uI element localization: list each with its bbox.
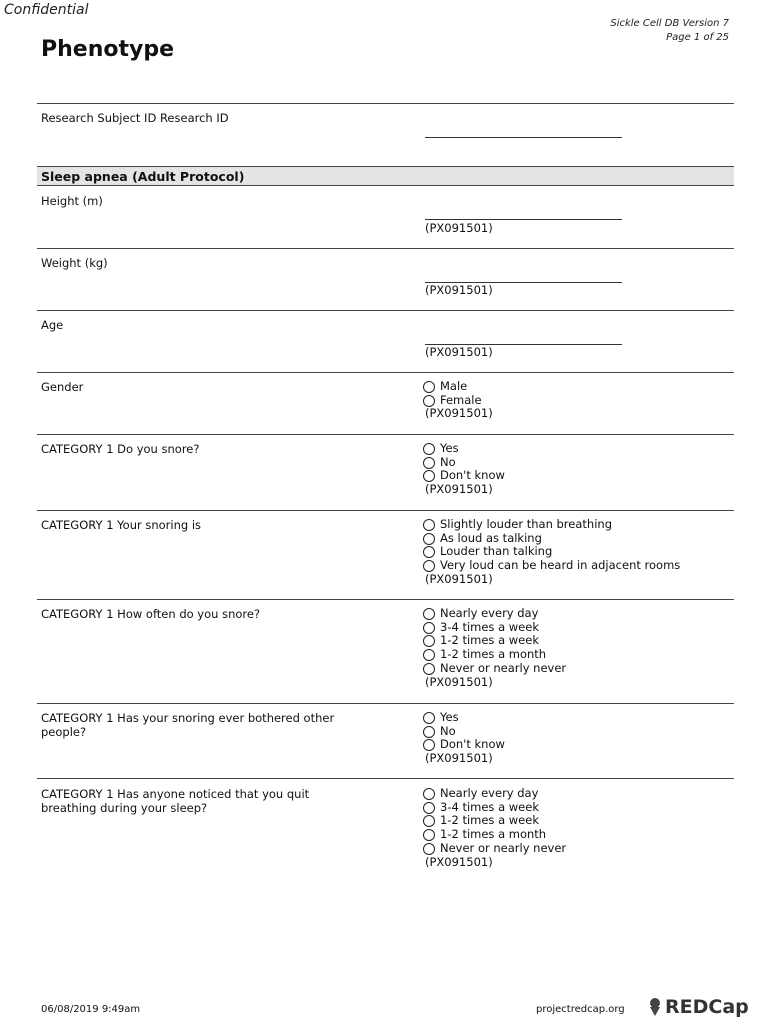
radio-circle-icon[interactable]	[423, 533, 435, 545]
radio-option[interactable]	[422, 662, 566, 676]
divider	[37, 703, 734, 704]
confidential-label: Confidential	[4, 2, 89, 18]
version-info	[610, 17, 729, 45]
field-code: (PX091501)	[425, 283, 493, 297]
radio-circle-icon[interactable]	[423, 470, 435, 482]
radio-circle-icon[interactable]	[423, 635, 435, 647]
option-label: Nearly every day	[440, 786, 539, 800]
field-code: (PX091501)	[425, 751, 493, 766]
snore-frequency-options	[422, 607, 566, 689]
option-label: As loud as talking	[440, 530, 542, 545]
radio-option[interactable]	[422, 394, 493, 408]
divider	[37, 434, 734, 435]
radio-circle-icon[interactable]	[423, 443, 435, 455]
option-label: Yes	[440, 710, 459, 724]
field-label-weight: Weight (kg)	[41, 256, 108, 270]
height-input[interactable]	[425, 219, 622, 220]
divider	[37, 103, 734, 104]
snoring-loudness-options	[422, 518, 680, 587]
field-label-how-often: CATEGORY 1 How often do you snore?	[41, 607, 261, 621]
radio-option[interactable]	[422, 738, 505, 752]
radio-circle-icon[interactable]	[423, 546, 435, 558]
field-label-age: Age	[41, 318, 64, 332]
radio-option[interactable]	[422, 559, 680, 573]
divider	[37, 510, 734, 511]
option-label: Don't know	[440, 468, 505, 483]
field-label-height: Height (m)	[41, 194, 103, 208]
radio-circle-icon[interactable]	[423, 829, 435, 841]
field-code: (PX091501)	[425, 221, 493, 235]
redcap-logo	[647, 996, 749, 1018]
page-number: Page 1 of 25	[666, 32, 729, 43]
radio-circle-icon[interactable]	[423, 608, 435, 620]
option-label: Louder than talking	[440, 544, 553, 559]
radio-option[interactable]	[422, 814, 566, 828]
radio-option[interactable]	[422, 711, 505, 725]
radio-option[interactable]	[422, 532, 680, 546]
version-text: Sickle Cell DB Version 7	[610, 18, 729, 29]
field-label-bothered: CATEGORY 1 Has your snoring ever bothered other people?	[41, 711, 335, 739]
option-label: 3-4 times a week	[440, 619, 539, 634]
option-label: Never or nearly never	[440, 660, 567, 675]
option-label: 3-4 times a week	[440, 799, 539, 814]
radio-circle-icon[interactable]	[423, 788, 435, 800]
radio-option[interactable]	[422, 842, 566, 856]
field-label-do-you-snore: CATEGORY 1 Do you snore?	[41, 442, 200, 456]
radio-circle-icon[interactable]	[423, 519, 435, 531]
radio-option[interactable]	[422, 607, 566, 621]
page-title: Phenotype	[41, 37, 175, 62]
divider	[37, 310, 734, 311]
section-title: Sleep apnea (Adult Protocol)	[41, 169, 245, 184]
option-label: Never or nearly never	[440, 840, 567, 855]
option-label: Male	[440, 379, 468, 393]
radio-option[interactable]	[422, 648, 566, 662]
radio-option[interactable]	[422, 518, 680, 532]
option-label: Female	[440, 392, 482, 407]
option-label: Very loud can be heard in adjacent rooms	[440, 558, 681, 573]
radio-option[interactable]	[422, 456, 505, 470]
gender-options	[422, 380, 493, 421]
radio-option[interactable]	[422, 828, 566, 842]
field-label-gender: Gender	[41, 380, 84, 394]
radio-circle-icon[interactable]	[423, 457, 435, 469]
redcap-mark-icon	[647, 997, 663, 1017]
option-label: Yes	[440, 441, 459, 455]
option-label: Don't know	[440, 737, 505, 752]
radio-circle-icon[interactable]	[423, 843, 435, 855]
radio-circle-icon[interactable]	[423, 622, 435, 634]
radio-circle-icon[interactable]	[423, 815, 435, 827]
field-code: (PX091501)	[425, 571, 493, 586]
option-label: Nearly every day	[440, 606, 539, 620]
radio-option[interactable]	[422, 801, 566, 815]
option-label: 1-2 times a week	[440, 633, 539, 648]
radio-option[interactable]	[422, 621, 566, 635]
radio-circle-icon[interactable]	[423, 739, 435, 751]
subject-id-label: Research Subject ID Research ID	[41, 111, 229, 125]
radio-circle-icon[interactable]	[423, 381, 435, 393]
quit-breathing-options	[422, 787, 566, 869]
radio-option[interactable]	[422, 380, 493, 394]
radio-option[interactable]	[422, 442, 505, 456]
field-code: (PX091501)	[425, 854, 493, 869]
divider	[37, 372, 734, 373]
field-code: (PX091501)	[425, 345, 493, 359]
radio-circle-icon[interactable]	[423, 560, 435, 572]
radio-circle-icon[interactable]	[423, 395, 435, 407]
logo-text: REDCap	[665, 996, 749, 1018]
subject-id-input[interactable]	[425, 137, 622, 138]
field-label-quit-breathing: CATEGORY 1 Has anyone noticed that you quit breathing during your sleep?	[41, 787, 310, 815]
snore-options	[422, 442, 505, 497]
section-header	[37, 166, 734, 186]
divider	[37, 599, 734, 600]
footer-date: 06/08/2019 9:49am	[41, 1004, 141, 1015]
radio-option[interactable]	[422, 787, 566, 801]
radio-option[interactable]	[422, 725, 505, 739]
field-code: (PX091501)	[425, 482, 493, 497]
field-code: (PX091501)	[425, 406, 493, 421]
option-label: Slightly louder than breathing	[440, 517, 612, 531]
radio-circle-icon[interactable]	[423, 712, 435, 724]
radio-circle-icon[interactable]	[423, 663, 435, 675]
footer-url[interactable]: projectredcap.org	[536, 1004, 625, 1015]
divider	[37, 778, 734, 779]
radio-circle-icon[interactable]	[423, 726, 435, 738]
option-label: No	[440, 723, 456, 738]
bothered-options	[422, 711, 505, 766]
radio-option[interactable]	[422, 545, 680, 559]
radio-option[interactable]	[422, 469, 505, 483]
radio-circle-icon[interactable]	[423, 649, 435, 661]
field-label-snoring-is: CATEGORY 1 Your snoring is	[41, 518, 202, 532]
radio-option[interactable]	[422, 634, 566, 648]
option-label: 1-2 times a week	[440, 813, 539, 828]
divider	[37, 248, 734, 249]
option-label: 1-2 times a month	[440, 647, 547, 662]
radio-circle-icon[interactable]	[423, 802, 435, 814]
option-label: No	[440, 454, 456, 469]
field-code: (PX091501)	[425, 674, 493, 689]
option-label: 1-2 times a month	[440, 827, 547, 842]
